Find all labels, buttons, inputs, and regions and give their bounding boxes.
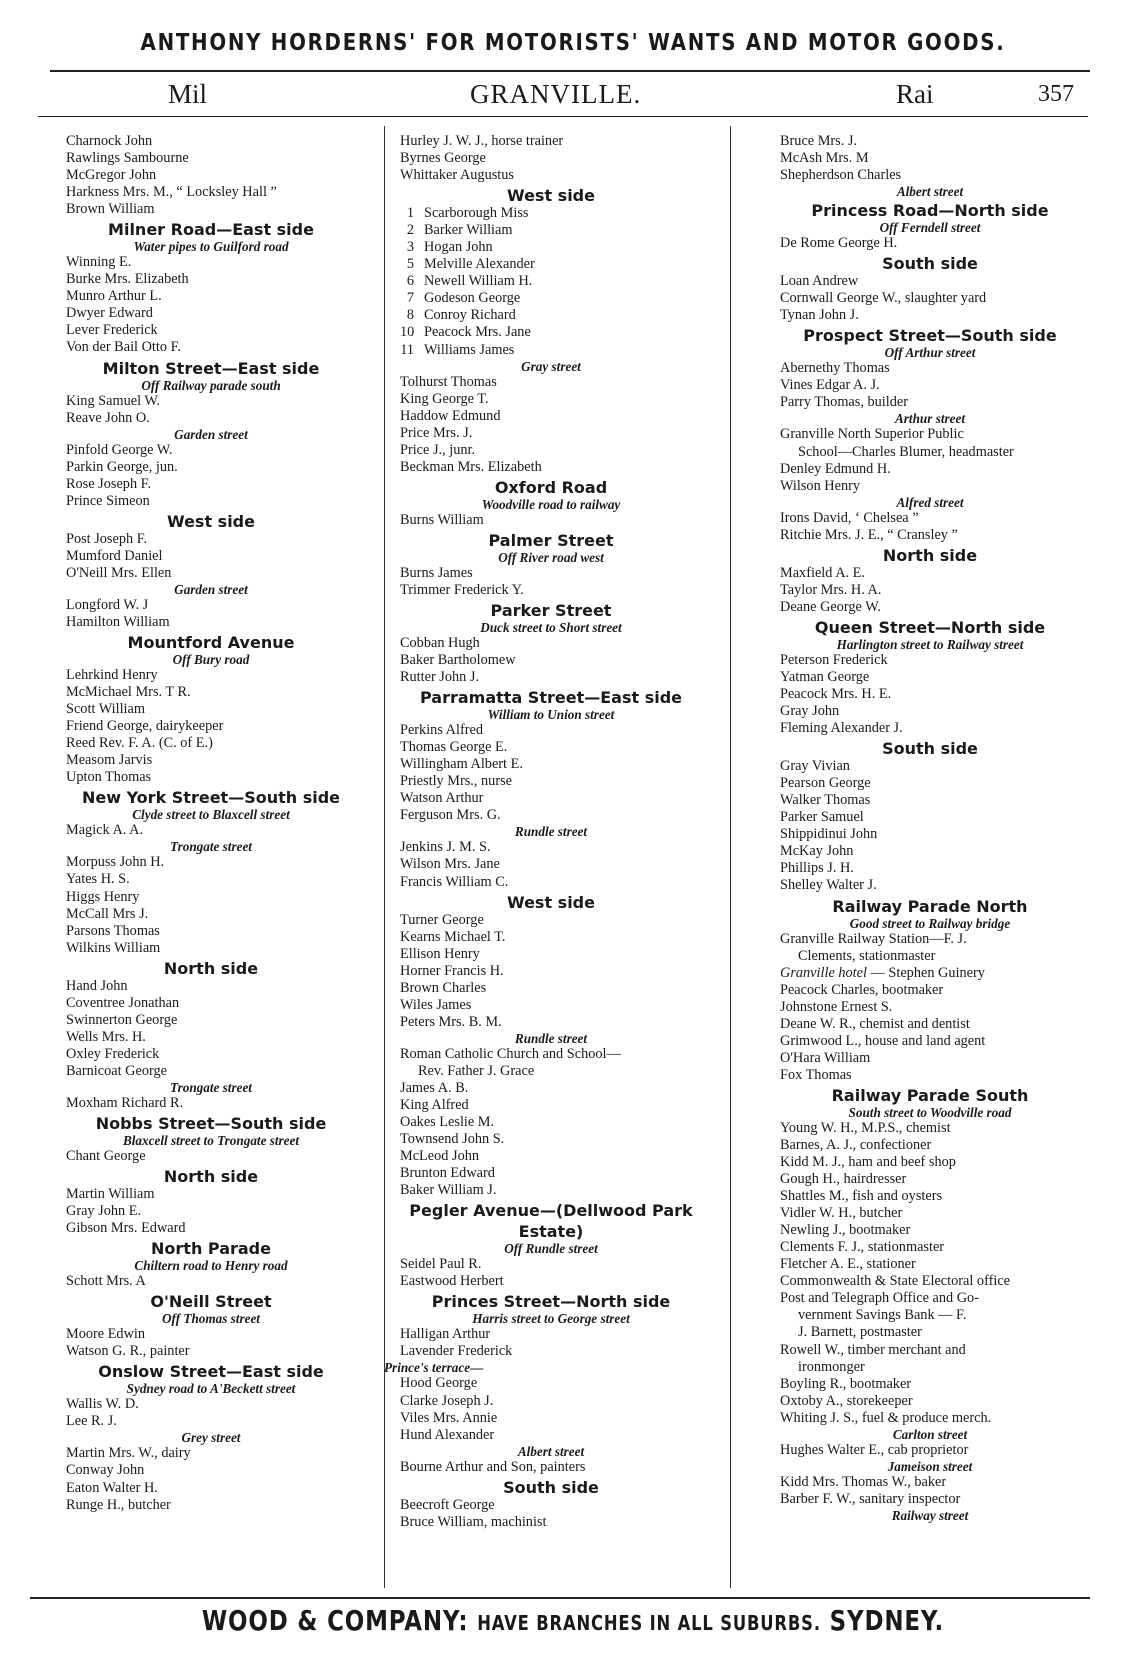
- directory-entry: Bruce Mrs. J.: [780, 133, 858, 149]
- directory-entry: Rutter John J.: [400, 669, 480, 686]
- street-heading: Railway Parade South: [831, 1085, 1029, 1105]
- directory-entry: Runge H., butcher: [66, 1496, 171, 1513]
- street-heading: West side: [507, 892, 595, 912]
- directory-entry: Schott Mrs. A: [66, 1273, 146, 1290]
- street-heading: South side: [882, 254, 978, 274]
- street-subheading: Off Railway parade south: [141, 377, 281, 393]
- directory-entry: [380, 256, 722, 273]
- directory-entry: Abernethy Thomas: [780, 360, 890, 377]
- street-subheading: Albert street: [517, 1443, 585, 1459]
- street-subheading: Albert street: [896, 184, 964, 200]
- street-subheading: Grey street: [181, 1430, 241, 1446]
- directory-entry: Shelley Walter J.: [780, 877, 877, 894]
- house-number: 8: [406, 307, 414, 324]
- street-subheading: Off Ferndell street: [879, 220, 981, 236]
- directory-entry: Lavender Frederick: [400, 1343, 513, 1360]
- street-subheading: Rundle street: [514, 1030, 588, 1046]
- directory-entry: [380, 239, 722, 256]
- directory-entry-continuation: School—Charles Blumer, headmaster: [798, 443, 1014, 460]
- directory-entry: De Rome George H.: [780, 235, 898, 252]
- street-heading: Princes Street—North side: [431, 1292, 671, 1312]
- directory-entry: Priestly Mrs., nurse: [400, 773, 512, 790]
- entry-name: Barker William: [424, 222, 513, 239]
- street-subheading: Clyde street to Blaxcell street: [132, 807, 290, 823]
- directory-entry: Longford W. J: [66, 596, 149, 613]
- directory-entry: Hund Alexander: [400, 1426, 495, 1443]
- page-title: GRANVILLE.: [470, 79, 642, 109]
- street-subheading: Railway street: [891, 1507, 969, 1523]
- directory-entry: Gough H., hairdresser: [780, 1171, 907, 1188]
- directory-entry: Rawlings Sambourne: [66, 150, 189, 167]
- street-heading: Mountford Avenue: [127, 633, 295, 653]
- directory-entry: Price J., junr.: [400, 441, 476, 458]
- directory-entry: McLeod John: [400, 1148, 480, 1165]
- directory-entry: Oxley Frederick: [66, 1045, 160, 1062]
- directory-entry: Gray Vivian: [780, 758, 850, 775]
- street-subheading: Blaxcell street to Trongate street: [122, 1133, 300, 1149]
- street-subheading: Sydney road to A'Beckett street: [126, 1381, 296, 1397]
- street-subheading: Chiltern road to Henry road: [134, 1258, 288, 1274]
- directory-entry: Vidler W. H., butcher: [780, 1205, 903, 1222]
- street-heading: North side: [163, 958, 259, 978]
- directory-entry: Viles Mrs. Annie: [400, 1409, 498, 1426]
- entry-name: Conroy Richard: [424, 307, 516, 324]
- directory-entry: Kidd M. J., ham and beef shop: [780, 1154, 956, 1171]
- advert-company: WOOD & COMPANY:: [201, 1604, 469, 1637]
- street-subheading: Good street to Railway bridge: [849, 915, 1011, 931]
- directory-entry: Yates H. S.: [66, 871, 130, 888]
- directory-entry: Maxfield A. E.: [780, 564, 865, 581]
- directory-entry: Tynan John J.: [780, 307, 859, 324]
- directory-entry: Wiles James: [400, 996, 472, 1013]
- directory-entry: Lehrkind Henry: [66, 667, 158, 684]
- directory-entry: Beckman Mrs. Elizabeth: [400, 458, 542, 475]
- entry-name: Melville Alexander: [424, 256, 535, 273]
- directory-entry: Mumford Daniel: [66, 547, 163, 564]
- entry-name: Scarborough Miss: [424, 205, 529, 222]
- street-subheading: Harlington street to Railway street: [836, 636, 1024, 652]
- directory-entry: Barnicoat George: [66, 1062, 167, 1079]
- street-subheading: Off Thomas street: [162, 1311, 260, 1327]
- directory-entry: McCall Mrs J.: [66, 905, 149, 922]
- directory-entry-continuation: Rev. Father J. Grace: [418, 1062, 535, 1079]
- house-number: 10: [400, 324, 415, 341]
- entry-name: Godeson George: [424, 290, 521, 307]
- directory-entry: Taylor Mrs. H. A.: [780, 581, 882, 598]
- directory-entry: O'Neill Mrs. Ellen: [66, 564, 172, 581]
- street-heading: West side: [167, 511, 255, 531]
- directory-entry: Kidd Mrs. Thomas W., baker: [780, 1473, 947, 1490]
- directory-entry: Gray John: [780, 703, 840, 720]
- directory-entry: Moxham Richard R.: [66, 1094, 184, 1111]
- street-subheading: Off Arthur street: [884, 345, 976, 361]
- street-subheading: Water pipes to Guilford road: [133, 239, 289, 255]
- directory-entry: King Alfred: [400, 1097, 469, 1114]
- directory-entry: Loan Andrew: [780, 273, 859, 290]
- street-heading: Railway Parade North: [832, 896, 1028, 916]
- directory-entry: Burke Mrs. Elizabeth: [66, 271, 189, 288]
- directory-entry: Fox Thomas: [780, 1066, 852, 1083]
- directory-entry: Haddow Edmund: [400, 407, 501, 424]
- house-number: 6: [406, 273, 414, 290]
- directory-entry: Grimwood L., house and land agent: [780, 1032, 986, 1049]
- directory-entry: Lever Frederick: [66, 322, 158, 339]
- directory-entry: Oakes Leslie M.: [400, 1114, 495, 1131]
- directory-entry: Oxtoby A., storekeeper: [780, 1392, 913, 1409]
- street-heading: Milton Street—East side: [102, 358, 320, 378]
- directory-entry: Vines Edgar A. J.: [780, 377, 880, 394]
- street-heading: O'Neill Street: [150, 1292, 272, 1312]
- directory-entry: Burns James: [400, 564, 473, 581]
- directory-entry: Friend George, dairykeeper: [66, 718, 224, 735]
- directory-entry: Peterson Frederick: [780, 651, 888, 668]
- street-heading: Princess Road—North side: [811, 201, 1049, 221]
- directory-entry: Moore Edwin: [66, 1326, 146, 1343]
- house-number: 2: [406, 222, 414, 239]
- directory-entry: Parsons Thomas: [66, 922, 160, 939]
- directory-entry: Eaton Walter H.: [66, 1479, 158, 1496]
- bottom-advert-banner: [103, 1604, 1043, 1637]
- directory-entry: Fletcher A. E., stationer: [780, 1256, 916, 1273]
- directory-column-2: [380, 133, 722, 1531]
- directory-entry: Morpuss John H.: [66, 854, 165, 871]
- street-heading: West side: [507, 186, 595, 206]
- directory-entry: Hurley J. W. J., horse trainer: [400, 133, 564, 149]
- directory-entry: Halligan Arthur: [400, 1326, 491, 1343]
- directory-entry: Post and Telegraph Office and Go-: [780, 1290, 979, 1307]
- street-heading: Estate): [518, 1222, 584, 1242]
- street-heading: Milner Road—East side: [108, 220, 314, 240]
- directory-entry: Clarke Joseph J.: [400, 1392, 494, 1409]
- entry-name: Newell William H.: [424, 273, 533, 290]
- directory-entry: Hughes Walter E., cab proprietor: [780, 1441, 969, 1458]
- street-subheading: Off Bury road: [172, 652, 250, 668]
- directory-entry: Boyling R., bootmaker: [780, 1375, 912, 1392]
- directory-entry: Kearns Michael T.: [400, 928, 506, 945]
- street-heading: South side: [503, 1477, 599, 1497]
- directory-entry: Rose Joseph F.: [66, 475, 152, 492]
- directory-entry: McGregor John: [66, 167, 157, 184]
- top-advert-banner: ANTHONY HORDERNS' FOR MOTORISTS' WANTS AND MOTOR GOODS.: [140, 30, 1006, 56]
- street-heading: New York Street—South side: [81, 788, 341, 808]
- directory-entry: Yatman George: [780, 668, 870, 685]
- directory-entry: Horner Francis H.: [400, 962, 504, 979]
- directory-entry: Brown Charles: [400, 979, 487, 996]
- street-heading: Pegler Avenue—(Dellwood Park: [409, 1201, 693, 1221]
- directory-entry: Deane George W.: [780, 598, 881, 615]
- directory-entry: McKay John: [780, 843, 854, 860]
- directory-entry: Cornwall George W., slaughter yard: [780, 290, 987, 307]
- directory-entry: Jenkins J. M. S.: [400, 839, 491, 856]
- directory-entry: Perkins Alfred: [400, 722, 483, 739]
- directory-entry: Newling J., bootmaker: [780, 1222, 911, 1239]
- directory-entry: Pearson George: [780, 775, 871, 792]
- directory-entry: Walker Thomas: [780, 792, 871, 809]
- directory-entry: Munro Arthur L.: [66, 288, 162, 305]
- directory-entry: Ellison Henry: [400, 945, 480, 962]
- page-number: 357: [1038, 81, 1074, 107]
- header-guide-right: Rai: [896, 79, 934, 109]
- directory-entry: Parker Samuel: [780, 809, 864, 826]
- directory-entry: Gibson Mrs. Edward: [66, 1220, 186, 1237]
- street-subheading: Arthur street: [895, 411, 965, 427]
- entry-business-name: Granville hotel: [780, 964, 867, 981]
- street-heading: North Parade: [151, 1239, 271, 1259]
- directory-entry: Scott William: [66, 701, 145, 718]
- header-rule-top: [50, 70, 1090, 72]
- directory-entry: Watson Arthur: [400, 790, 484, 807]
- street-subheading: Harris street to George street: [472, 1311, 630, 1327]
- directory-entry: Baker William J.: [400, 1182, 497, 1199]
- directory-entry: Winning E.: [66, 254, 132, 271]
- directory-entry: Magick A. A.: [66, 822, 144, 839]
- street-heading: Palmer Street: [488, 530, 614, 550]
- directory-column-3: [760, 133, 1100, 1523]
- directory-entry: Conway John: [66, 1462, 145, 1479]
- directory-entry: Parry Thomas, builder: [780, 394, 908, 411]
- directory-entry: [380, 307, 722, 324]
- directory-entry: McAsh Mrs. M: [780, 150, 869, 167]
- directory-entry: Gray John E.: [66, 1203, 142, 1220]
- directory-entry: Irons David, ‘ Chelsea ”: [780, 509, 919, 526]
- directory-entry: Willingham Albert E.: [400, 756, 523, 773]
- directory-entry: Harkness Mrs. M., “ Locksley Hall ”: [66, 184, 277, 201]
- directory-entry: Peters Mrs. B. M.: [400, 1013, 502, 1030]
- directory-entry: Granville Railway Station—F. J.: [780, 930, 967, 947]
- directory-entry: [380, 290, 722, 307]
- directory-entry: Roman Catholic Church and School—: [400, 1045, 621, 1062]
- directory-entry: Thomas George E.: [400, 739, 508, 756]
- directory-entry: Ritchie Mrs. J. E., “ Cransley ”: [780, 526, 958, 543]
- directory-entry: Francis William C.: [400, 873, 509, 890]
- directory-entry: [380, 273, 722, 290]
- street-heading: Onslow Street—East side: [98, 1362, 324, 1382]
- directory-entry: Dwyer Edward: [66, 305, 153, 322]
- street-subheading: Duck street to Short street: [480, 619, 622, 635]
- street-subheading: Off River road west: [498, 549, 604, 565]
- directory-entry: Peacock Mrs. H. E.: [780, 685, 892, 702]
- directory-entry: Chant George: [66, 1148, 146, 1165]
- directory-entry: Wilson Henry: [780, 477, 861, 494]
- directory-entry: Whittaker Augustus: [400, 167, 514, 184]
- directory-entry: Baker Bartholomew: [400, 652, 516, 669]
- directory-entry: Watson G. R., painter: [66, 1343, 190, 1360]
- footer-rule: [30, 1597, 1090, 1599]
- directory-entry: [760, 965, 1100, 982]
- directory-entry: Whiting J. S., fuel & produce merch.: [780, 1409, 992, 1426]
- street-subheading: Woodville road to railway: [481, 496, 621, 512]
- directory-entry: Townsend John S.: [400, 1131, 505, 1148]
- directory-entry: King George T.: [400, 390, 489, 407]
- directory-entry: Reed Rev. F. A. (C. of E.): [66, 735, 213, 752]
- directory-entry: Brown William: [66, 201, 155, 218]
- house-number: 5: [406, 256, 414, 273]
- directory-entry: Post Joseph F.: [66, 530, 148, 547]
- directory-entry: Young W. H., M.P.S., chemist: [780, 1119, 951, 1136]
- street-subheading: Alfred street: [896, 494, 964, 510]
- directory-entry: Coventree Jonathan: [66, 994, 180, 1011]
- street-subheading: Jameison street: [887, 1458, 973, 1474]
- directory-entry: Measom Jarvis: [66, 752, 153, 769]
- column-divider: [730, 126, 731, 1588]
- advert-city: SYDNEY.: [829, 1604, 945, 1637]
- directory-entry: Clements F. J., stationmaster: [780, 1239, 945, 1256]
- directory-entry-continuation: vernment Savings Bank — F.: [798, 1307, 967, 1324]
- directory-entry: Hood George: [400, 1375, 478, 1392]
- street-subheading: Gray street: [521, 358, 581, 374]
- street-heading: Parramatta Street—East side: [420, 688, 682, 708]
- directory-entry: Turner George: [400, 911, 484, 928]
- directory-entry: Swinnerton George: [66, 1011, 178, 1028]
- directory-entry: Wilson Mrs. Jane: [400, 856, 500, 873]
- directory-entry: Brunton Edward: [400, 1165, 495, 1182]
- street-subheading: Garden street: [174, 426, 248, 442]
- directory-entry: Tolhurst Thomas: [400, 373, 497, 390]
- street-subheading: William to Union street: [487, 707, 615, 723]
- entry-name: Williams James: [424, 341, 515, 358]
- directory-entry: [380, 222, 722, 239]
- directory-entry: Parkin George, jun.: [66, 458, 178, 475]
- street-heading: Parker Street: [490, 600, 612, 620]
- directory-entry: Hamilton William: [66, 613, 170, 630]
- header-guide-left: Mil: [168, 79, 208, 109]
- street-subheading: Trongate street: [170, 1079, 252, 1095]
- street-subheading: Prince's terrace—: [384, 1360, 484, 1376]
- directory-entry: Barnes, A. J., confectioner: [780, 1136, 932, 1153]
- street-heading: North side: [882, 545, 978, 565]
- directory-entry: Cobban Hugh: [400, 634, 480, 651]
- street-subheading: Trongate street: [170, 839, 252, 855]
- street-heading: North side: [163, 1167, 259, 1187]
- directory-entry: Lee R. J.: [66, 1413, 117, 1430]
- house-number: 3: [406, 239, 414, 256]
- directory-entry: Burns William: [400, 511, 484, 528]
- directory-entry: [380, 324, 722, 341]
- house-number: 7: [406, 290, 414, 307]
- street-heading: Prospect Street—South side: [803, 326, 1057, 346]
- street-subheading: Garden street: [174, 581, 248, 597]
- directory-entry: Wallis W. D.: [66, 1396, 139, 1413]
- directory-entry: Wells Mrs. H.: [66, 1028, 146, 1045]
- directory-entry: Charnock John: [66, 133, 153, 149]
- entry-name: Hogan John: [424, 239, 493, 256]
- directory-entry: Rowell W., timber merchant and: [780, 1341, 966, 1358]
- directory-entry: Wilkins William: [66, 939, 161, 956]
- directory-entry: Ferguson Mrs. G.: [400, 807, 501, 824]
- directory-entry: Seidel Paul R.: [400, 1256, 482, 1273]
- directory-entry-continuation: J. Barnett, postmaster: [798, 1324, 922, 1341]
- entry-name: Peacock Mrs. Jane: [424, 324, 531, 341]
- directory-entry: Barber F. W., sanitary inspector: [780, 1490, 961, 1507]
- entry-name: — Stephen Guinery: [866, 964, 985, 981]
- directory-entry: Prince Simeon: [66, 492, 150, 509]
- house-number: 1: [406, 205, 414, 222]
- directory-entry: Fleming Alexander J.: [780, 720, 903, 737]
- directory-entry: Granville North Superior Public: [780, 426, 964, 443]
- street-heading: Queen Street—North side: [814, 617, 1046, 637]
- directory-entry: Commonwealth & State Electoral office: [780, 1273, 1011, 1290]
- directory-entry: Martin William: [66, 1186, 155, 1203]
- advert-tagline: HAVE BRANCHES IN ALL SUBURBS.: [477, 1611, 821, 1635]
- directory-entry: Hand John: [66, 977, 128, 994]
- directory-entry: Pinfold George W.: [66, 441, 173, 458]
- directory-entry: James A. B.: [400, 1079, 469, 1096]
- directory-entry: King Samuel W.: [66, 392, 161, 409]
- directory-entry: Shattles M., fish and oysters: [780, 1188, 943, 1205]
- directory-entry: Peacock Charles, bootmaker: [780, 981, 944, 998]
- directory-entry: Shepherdson Charles: [780, 167, 902, 184]
- directory-entry: Deane W. R., chemist and dentist: [780, 1015, 970, 1032]
- directory-entry: Bourne Arthur and Son, painters: [400, 1458, 586, 1475]
- directory-entry: Higgs Henry: [66, 888, 140, 905]
- street-heading: Oxford Road: [494, 477, 608, 497]
- directory-column-1: [46, 133, 376, 1514]
- directory-entry: Martin Mrs. W., dairy: [66, 1445, 191, 1462]
- street-subheading: Off Rundle street: [504, 1241, 598, 1257]
- directory-entry-continuation: ironmonger: [798, 1358, 865, 1375]
- street-heading: South side: [882, 739, 978, 759]
- directory-entry: Denley Edmund H.: [780, 460, 891, 477]
- directory-entry: Johnstone Ernest S.: [780, 998, 893, 1015]
- directory-entry: Eastwood Herbert: [400, 1273, 504, 1290]
- street-subheading: Carlton street: [892, 1426, 968, 1442]
- directory-entry: Beecroft George: [400, 1496, 495, 1513]
- directory-entry: O'Hara William: [780, 1049, 871, 1066]
- street-subheading: Rundle street: [514, 824, 588, 840]
- directory-entry: Price Mrs. J.: [400, 424, 473, 441]
- directory-entry: [380, 342, 722, 359]
- directory-entry: McMichael Mrs. T R.: [66, 684, 191, 701]
- directory-entry: Von der Bail Otto F.: [66, 339, 181, 356]
- directory-entry: Reave John O.: [66, 409, 150, 426]
- directory-entry: Shippidinui John: [780, 826, 878, 843]
- directory-entry: [380, 205, 722, 222]
- street-subheading: South street to Woodville road: [848, 1104, 1012, 1120]
- house-number: 11: [400, 341, 414, 358]
- directory-entry: Byrnes George: [400, 150, 486, 167]
- directory-entry: Phillips J. H.: [780, 860, 854, 877]
- directory-entry: Bruce William, machinist: [400, 1513, 547, 1530]
- header-rule-bottom: [38, 116, 1088, 117]
- directory-entry-continuation: Clements, stationmaster: [798, 947, 936, 964]
- directory-entry: Trimmer Frederick Y.: [400, 581, 524, 598]
- street-heading: Nobbs Street—South side: [95, 1114, 327, 1134]
- directory-entry: Upton Thomas: [66, 769, 152, 786]
